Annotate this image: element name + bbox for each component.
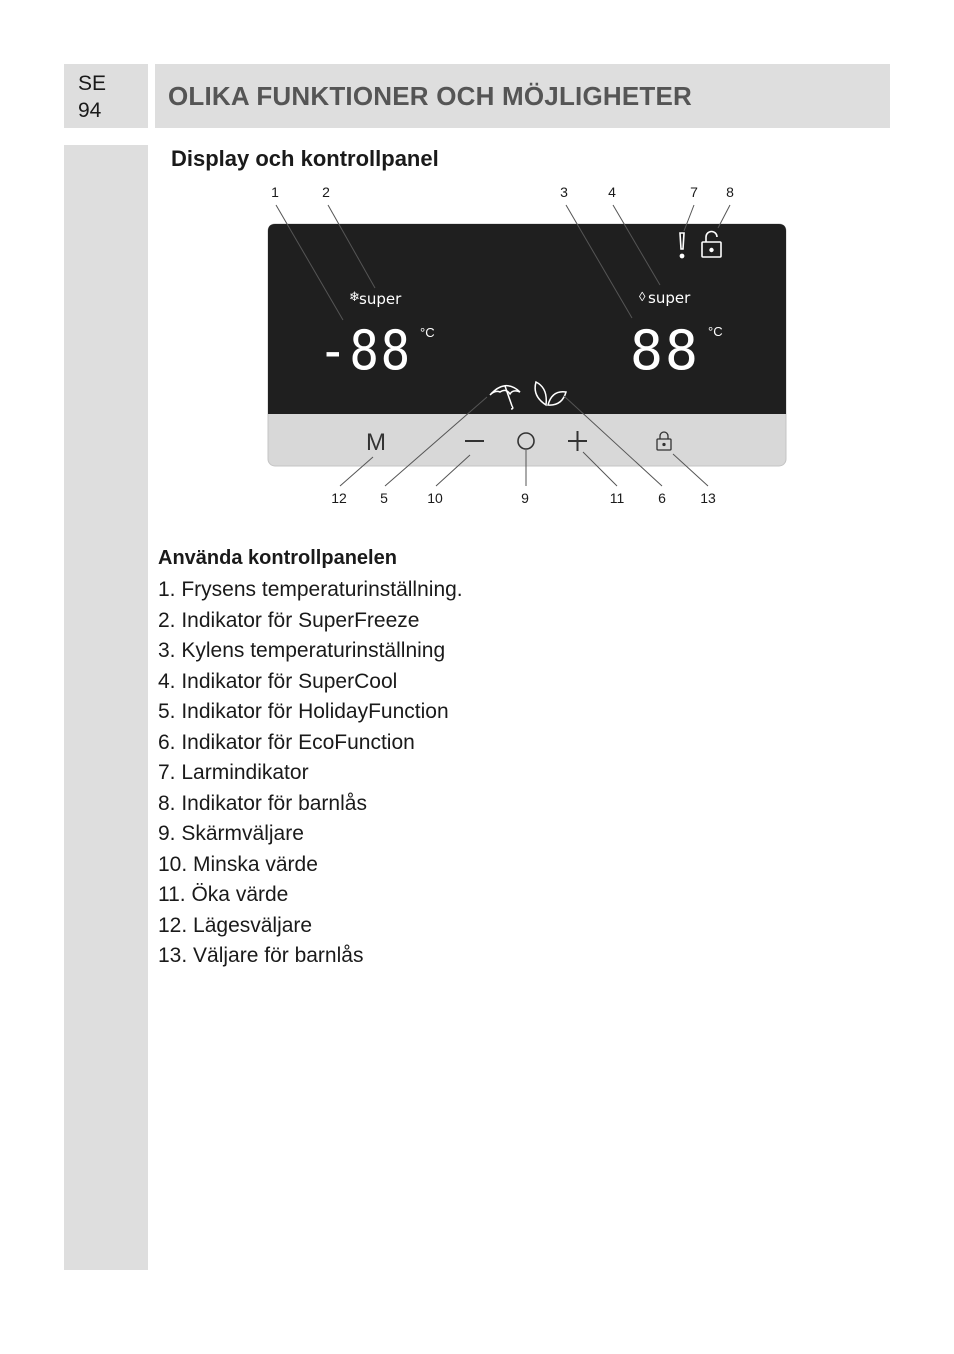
section-title: Display och kontrollpanel (171, 146, 439, 171)
list-item: 13. Väljare för barnlås (158, 944, 364, 967)
callout-7: 7 (690, 184, 698, 200)
callout-12: 12 (331, 490, 347, 506)
callout-6: 6 (658, 490, 666, 506)
snowflake-icon: ❄ (349, 289, 360, 304)
callout-11: 11 (609, 490, 625, 506)
list-heading: Använda kontrollpanelen (158, 547, 397, 569)
language-code: SE (78, 72, 107, 95)
list-item: 2. Indikator för SuperFreeze (158, 608, 420, 632)
freezer-temperature: -88 (318, 319, 412, 382)
super-freeze-indicator: super (359, 290, 402, 308)
list-item: 10. Minska värde (158, 852, 318, 876)
callout-1: 1 (271, 184, 279, 200)
callout-4: 4 (608, 184, 616, 200)
control-panel-diagram (0, 0, 954, 520)
callout-5: 5 (380, 490, 388, 506)
freezer-unit: °C (420, 325, 435, 340)
mode-button[interactable]: M (366, 429, 386, 456)
callout-3: 3 (560, 184, 568, 200)
fridge-unit: °C (708, 324, 723, 339)
list-item: 3. Kylens temperaturinställning (158, 639, 446, 662)
list-item: 5. Indikator för HolidayFunction (158, 700, 449, 723)
list-item: 7. Larmindikator (158, 761, 309, 784)
list-item: 11. Öka värde (158, 883, 289, 906)
list-item: 8. Indikator för barnlås (158, 791, 367, 815)
list-item: 9. Skärmväljare (158, 822, 304, 845)
callout-9: 9 (521, 490, 529, 506)
callout-2: 2 (322, 184, 330, 200)
drop-icon: ◊ (639, 289, 646, 304)
list-item: 6. Indikator för EcoFunction (158, 730, 415, 754)
list-item: 12. Lägesväljare (158, 913, 313, 937)
page-title: OLIKA FUNKTIONER OCH MÖJLIGHETER (168, 81, 692, 111)
page-number: 94 (78, 99, 102, 122)
list-item: 4. Indikator för SuperCool (158, 669, 398, 693)
fridge-temperature: 88 (630, 319, 700, 382)
callout-10: 10 (427, 490, 443, 506)
list-item: 1. Frysens temperaturinställning. (158, 578, 463, 601)
super-cool-indicator: super (648, 289, 691, 307)
function-list (158, 575, 463, 972)
callout-13: 13 (700, 490, 716, 506)
callout-8: 8 (726, 184, 734, 200)
